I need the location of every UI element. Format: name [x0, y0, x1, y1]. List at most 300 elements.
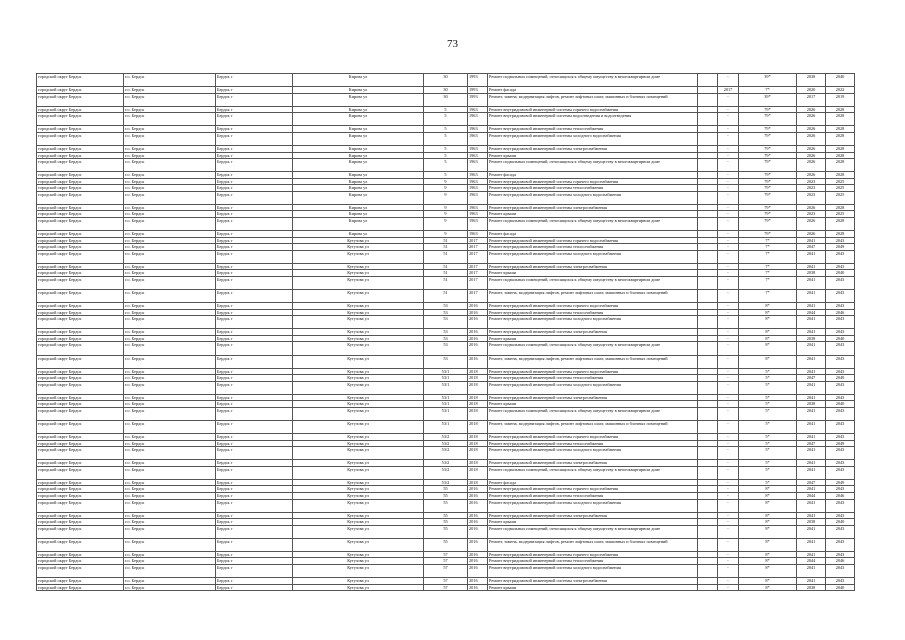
table-cell: - [718, 558, 739, 565]
table-cell: Кирова ул [293, 218, 424, 231]
table-cell: городской округ Бердск [37, 466, 124, 479]
table-cell: 2028 [826, 106, 855, 113]
table-cell: Кирова ул [293, 191, 424, 204]
table-cell: городской округ Бердск [37, 447, 124, 460]
table-cell [698, 420, 718, 433]
table-cell: Ремонт крыши [488, 335, 698, 342]
table-cell: городской округ Бердск [37, 407, 124, 420]
table-cell: 53 [424, 329, 468, 336]
table-cell: 2017 [468, 270, 488, 277]
table-cell: г.о. Бердск [124, 368, 216, 375]
table-cell: 51 [424, 290, 468, 303]
table-cell: 2016 [468, 565, 488, 578]
table-cell [698, 407, 718, 420]
table-cell: 2016 [468, 519, 488, 526]
table-cell: Кирова ул [293, 87, 424, 94]
table-row [37, 191, 855, 204]
table-cell: Кирова ул [293, 159, 424, 172]
table-cell: Бердск г [216, 368, 293, 375]
table-cell: Бердск г [216, 244, 293, 251]
table-cell: 2028 [826, 126, 855, 133]
table-cell [698, 538, 718, 551]
table-cell: Кутузова ул [293, 375, 424, 382]
table-cell: 2044 [797, 309, 826, 316]
table-cell: 7* [739, 290, 797, 303]
table-cell: 2023 [797, 191, 826, 204]
table-cell: 2016 [468, 493, 488, 500]
table-cell: Бердск г [216, 499, 293, 512]
table-cell: 2043 [826, 316, 855, 329]
table-cell: 2038 [797, 401, 826, 408]
table-cell: 79* [739, 218, 797, 231]
table-cell: - [718, 440, 739, 447]
table-cell: Ремонт внутридомовой инженерной системы холодного водоснабжения [488, 316, 698, 329]
table-cell [698, 342, 718, 355]
table-cell: Бердск г [216, 342, 293, 355]
table-cell: Кирова ул [293, 172, 424, 179]
table-cell: Бердск г [216, 493, 293, 500]
table-cell: 79* [739, 211, 797, 218]
table-cell: городской округ Бердск [37, 355, 124, 368]
table-cell: 1963 [468, 152, 488, 159]
table-cell: Кирова ул [293, 185, 424, 192]
table-cell: Бердск г [216, 394, 293, 401]
table-cell: 2043 [826, 466, 855, 479]
table-cell: 9 [424, 185, 468, 192]
table-cell: - [718, 244, 739, 251]
table-cell: 2047 [797, 479, 826, 486]
table-cell: 5* [739, 466, 797, 479]
table-cell: 2019 [826, 93, 855, 106]
table-cell: 79* [739, 191, 797, 204]
table-cell: 2043 [826, 434, 855, 441]
table-cell: 2040 [826, 519, 855, 526]
table-cell: городской округ Бердск [37, 565, 124, 578]
table-cell: - [718, 303, 739, 310]
table-cell: Кутузова ул [293, 303, 424, 310]
table-cell: 1963 [468, 106, 488, 113]
table-cell: 9 [424, 178, 468, 185]
table-cell: городской округ Бердск [37, 250, 124, 263]
table-cell: Кирова ул [293, 231, 424, 238]
table-cell: 9 [424, 204, 468, 211]
table-row [37, 525, 855, 538]
table-cell: - [718, 250, 739, 263]
table-cell: 2028 [826, 218, 855, 231]
table-cell: Ремонт внутридомовой инженерной системы горячего водоснабжения [488, 178, 698, 185]
table-cell: г.о. Бердск [124, 113, 216, 126]
table-cell: Ремонт внутридомовой инженерной системы электроснабжения [488, 512, 698, 519]
table-cell: Бердск г [216, 211, 293, 218]
table-cell: городской округ Бердск [37, 172, 124, 179]
table-cell [698, 525, 718, 538]
table-cell: г.о. Бердск [124, 525, 216, 538]
table-cell: г.о. Бердск [124, 558, 216, 565]
table-cell: Кутузова ул [293, 493, 424, 500]
table-cell: 1993 [468, 74, 488, 87]
table-cell: Кутузова ул [293, 460, 424, 467]
table-cell: 8* [739, 525, 797, 538]
table-cell: Кутузова ул [293, 434, 424, 441]
table-cell: г.о. Бердск [124, 126, 216, 133]
table-cell: г.о. Бердск [124, 479, 216, 486]
table-cell: 1963 [468, 178, 488, 185]
table-cell: городской округ Бердск [37, 74, 124, 87]
table-cell: 2043 [826, 565, 855, 578]
table-cell: Ремонт внутридомовой инженерной системы теплоснабжения [488, 493, 698, 500]
table-cell: 2043 [826, 512, 855, 519]
table-cell: г.о. Бердск [124, 172, 216, 179]
table-cell: г.о. Бердск [124, 159, 216, 172]
table-cell: Ремонт внутридомовой инженерной системы холодного водоснабжения [488, 447, 698, 460]
table-cell: г.о. Бердск [124, 276, 216, 289]
table-cell: 30 [424, 93, 468, 106]
table-cell: 2028 [826, 159, 855, 172]
table-cell: 5* [739, 420, 797, 433]
table-cell: Ремонт внутридомовой инженерной системы горячего водоснабжения [488, 303, 698, 310]
table-cell: Кирова ул [293, 152, 424, 159]
page-number: 73 [447, 38, 458, 50]
table-cell: 8* [739, 309, 797, 316]
table-cell: Ремонт внутридомовой инженерной системы холодного водоснабжения [488, 132, 698, 145]
table-cell: 2049 [826, 440, 855, 447]
table-cell [698, 565, 718, 578]
table-cell: 55 [424, 519, 468, 526]
table-cell: Бердск г [216, 250, 293, 263]
table-cell: 5* [739, 368, 797, 375]
table-cell: 2041 [797, 407, 826, 420]
table-cell: Ремонт внутридомовой инженерной системы теплоснабжения [488, 244, 698, 251]
table-cell: Кутузова ул [293, 525, 424, 538]
table-cell: 2043 [826, 525, 855, 538]
table-cell: - [718, 538, 739, 551]
table-cell: 2018 [468, 447, 488, 460]
table-cell: городской округ Бердск [37, 126, 124, 133]
table-cell: 8* [739, 551, 797, 558]
table-cell: 30 [424, 74, 468, 87]
table-cell: 55 [424, 499, 468, 512]
table-cell: 79* [739, 106, 797, 113]
table-cell: 79* [739, 185, 797, 192]
table-cell: г.о. Бердск [124, 191, 216, 204]
table-cell: 53/1 [424, 420, 468, 433]
table-cell: - [718, 106, 739, 113]
table-cell: 2025 [826, 191, 855, 204]
table-cell: Ремонт внутридомовой инженерной системы горячего водоснабжения [488, 486, 698, 493]
table-cell: г.о. Бердск [124, 420, 216, 433]
table-cell: Бердск г [216, 132, 293, 145]
table-cell: г.о. Бердск [124, 211, 216, 218]
table-cell: г.о. Бердск [124, 152, 216, 159]
table-cell: 53 [424, 303, 468, 310]
table-cell: Бердск г [216, 309, 293, 316]
table-cell: - [718, 355, 739, 368]
table-cell: 1963 [468, 159, 488, 172]
table-cell [698, 132, 718, 145]
table-cell: г.о. Бердск [124, 309, 216, 316]
table-cell: г.о. Бердск [124, 263, 216, 270]
table-cell: 2017 [468, 237, 488, 244]
table-cell: Кутузова ул [293, 244, 424, 251]
table-cell: - [718, 525, 739, 538]
table-cell: 39* [739, 93, 797, 106]
table-cell: 2023 [797, 211, 826, 218]
table-cell: 2038 [797, 270, 826, 277]
table-cell: городской округ Бердск [37, 93, 124, 106]
table-cell: г.о. Бердск [124, 178, 216, 185]
table-cell: - [718, 342, 739, 355]
table-cell: Кутузова ул [293, 420, 424, 433]
table-cell: 2038 [797, 584, 826, 591]
table-cell: 53 [424, 355, 468, 368]
table-cell: 2041 [797, 565, 826, 578]
table-cell: 2018 [468, 401, 488, 408]
table-cell: 2041 [797, 578, 826, 585]
table-cell: 53 [424, 309, 468, 316]
table-cell: г.о. Бердск [124, 493, 216, 500]
table-cell: Бердск г [216, 185, 293, 192]
table-cell: г.о. Бердск [124, 335, 216, 342]
table-cell: 5 [424, 146, 468, 153]
table-cell [698, 74, 718, 87]
table-row [37, 276, 855, 289]
table-row [37, 355, 855, 368]
table-body [37, 74, 855, 591]
table-cell [698, 290, 718, 303]
table-cell: Кутузова ул [293, 486, 424, 493]
table-cell: 2038 [797, 519, 826, 526]
table-row [37, 466, 855, 479]
table-cell: 79* [739, 178, 797, 185]
table-cell: городской округ Бердск [37, 394, 124, 401]
table-cell: 55 [424, 512, 468, 519]
table-cell: Кутузова ул [293, 250, 424, 263]
table-cell: Бердск г [216, 204, 293, 211]
table-cell: городской округ Бердск [37, 420, 124, 433]
table-cell: г.о. Бердск [124, 303, 216, 310]
table-cell: 2043 [826, 329, 855, 336]
table-row [37, 218, 855, 231]
table-cell: 2041 [797, 290, 826, 303]
table-cell: 2041 [797, 512, 826, 519]
table-cell: городской округ Бердск [37, 132, 124, 145]
table-cell: Бердск г [216, 172, 293, 179]
table-cell: Ремонт крыши [488, 584, 698, 591]
table-cell: Ремонт внутридомовой инженерной системы электроснабжения [488, 146, 698, 153]
table-cell: г.о. Бердск [124, 342, 216, 355]
table-cell: Бердск г [216, 447, 293, 460]
table-cell: - [718, 375, 739, 382]
table-cell: 2026 [797, 218, 826, 231]
table-cell: 55 [424, 538, 468, 551]
table-cell: 2016 [468, 316, 488, 329]
table-cell: 5* [739, 407, 797, 420]
table-cell: - [718, 309, 739, 316]
table-cell: 51 [424, 237, 468, 244]
table-cell: Бердск г [216, 565, 293, 578]
table-cell: - [718, 447, 739, 460]
table-cell: 2017 [468, 290, 488, 303]
table-cell: городской округ Бердск [37, 106, 124, 113]
table-cell: Бердск г [216, 218, 293, 231]
table-cell: 2043 [826, 578, 855, 585]
table-cell: городской округ Бердск [37, 375, 124, 382]
table-cell: городской округ Бердск [37, 460, 124, 467]
table-row [37, 74, 855, 87]
table-cell: - [718, 191, 739, 204]
table-cell: 2046 [826, 558, 855, 565]
table-cell: - [718, 93, 739, 106]
table-cell: 2041 [797, 538, 826, 551]
table-cell: 2026 [797, 146, 826, 153]
table-cell: 5* [739, 434, 797, 441]
table-cell: Кутузова ул [293, 519, 424, 526]
table-cell: г.о. Бердск [124, 375, 216, 382]
table-cell: 2041 [797, 381, 826, 394]
table-cell: - [718, 276, 739, 289]
table-cell: 2043 [826, 407, 855, 420]
table-cell: 2049 [826, 375, 855, 382]
table-cell: - [718, 394, 739, 401]
table-row [37, 381, 855, 394]
table-cell: Ремонт внутридомовой инженерной системы холодного водоснабжения [488, 565, 698, 578]
table-cell: Кутузова ул [293, 466, 424, 479]
table-cell: 53/1 [424, 407, 468, 420]
table-cell: Бердск г [216, 152, 293, 159]
table-cell: - [718, 316, 739, 329]
table-cell: г.о. Бердск [124, 486, 216, 493]
table-cell: 2018 [468, 394, 488, 401]
table-cell: 2016 [468, 525, 488, 538]
table-cell: 2016 [468, 335, 488, 342]
table-cell: г.о. Бердск [124, 584, 216, 591]
table-cell: 1963 [468, 218, 488, 231]
table-cell: 2041 [797, 499, 826, 512]
table-cell: г.о. Бердск [124, 460, 216, 467]
table-cell: - [718, 74, 739, 87]
table-cell [698, 191, 718, 204]
table-cell: - [718, 132, 739, 145]
table-cell: - [718, 499, 739, 512]
table-cell: 2047 [797, 375, 826, 382]
table-cell: 55 [424, 525, 468, 538]
table-cell: 79* [739, 231, 797, 238]
table-row [37, 584, 855, 591]
table-cell: Бердск г [216, 460, 293, 467]
table-cell: Бердск г [216, 316, 293, 329]
table-cell: 53 [424, 342, 468, 355]
table-cell: 2041 [797, 355, 826, 368]
table-cell: 7* [739, 250, 797, 263]
table-cell: г.о. Бердск [124, 447, 216, 460]
table-cell: - [718, 551, 739, 558]
table-cell: Кутузова ул [293, 316, 424, 329]
table-cell: Бердск г [216, 420, 293, 433]
table-cell: Бердск г [216, 178, 293, 185]
table-cell: городской округ Бердск [37, 231, 124, 238]
table-cell: 2016 [468, 486, 488, 493]
table-cell: г.о. Бердск [124, 244, 216, 251]
table-cell: 2043 [826, 538, 855, 551]
table-cell: 2041 [797, 486, 826, 493]
table-cell: - [718, 368, 739, 375]
table-cell: 53/2 [424, 466, 468, 479]
table-cell: г.о. Бердск [124, 551, 216, 558]
table-cell: 2016 [468, 558, 488, 565]
table-cell: 1963 [468, 211, 488, 218]
table-cell: 2016 [468, 499, 488, 512]
table-cell: 2018 [468, 407, 488, 420]
table-cell: городской округ Бердск [37, 113, 124, 126]
table-cell: Бердск г [216, 335, 293, 342]
table-cell: - [718, 466, 739, 479]
table-cell: 2043 [826, 290, 855, 303]
table-cell [698, 159, 718, 172]
table-cell: 53/2 [424, 479, 468, 486]
table-cell: 2025 [826, 211, 855, 218]
table-cell: - [718, 578, 739, 585]
table-cell: городской округ Бердск [37, 479, 124, 486]
table-cell: г.о. Бердск [124, 355, 216, 368]
table-cell: Бердск г [216, 93, 293, 106]
table-cell: городской округ Бердск [37, 270, 124, 277]
table-cell: Бердск г [216, 375, 293, 382]
table-cell: 2040 [826, 270, 855, 277]
table-cell [698, 93, 718, 106]
table-cell: Ремонт внутридомовой инженерной системы холодного водоснабжения [488, 381, 698, 394]
table-cell: г.о. Бердск [124, 132, 216, 145]
table-cell: г.о. Бердск [124, 87, 216, 94]
table-cell: Кутузова ул [293, 578, 424, 585]
table-cell: Ремонт фасада [488, 479, 698, 486]
table-cell: 2026 [797, 106, 826, 113]
table-cell: Бердск г [216, 401, 293, 408]
table-cell: Кирова ул [293, 93, 424, 106]
table-cell: 2043 [826, 460, 855, 467]
table-cell: г.о. Бердск [124, 565, 216, 578]
table-cell: Бердск г [216, 578, 293, 585]
table-cell: городской округ Бердск [37, 87, 124, 94]
table-cell: 2043 [826, 303, 855, 310]
table-cell: Бердск г [216, 113, 293, 126]
table-cell: Ремонт внутридомовой инженерной системы холодного водоснабжения [488, 499, 698, 512]
table-cell: Ремонт внутридомовой инженерной системы теплоснабжения [488, 309, 698, 316]
table-cell: 51 [424, 276, 468, 289]
table-cell: городской округ Бердск [37, 211, 124, 218]
table-cell: 5* [739, 460, 797, 467]
table-cell: Бердск г [216, 538, 293, 551]
table-cell: 2041 [797, 551, 826, 558]
table-cell: Ремонт фасада [488, 87, 698, 94]
table-cell: Бердск г [216, 479, 293, 486]
table-cell: Бердск г [216, 237, 293, 244]
table-cell: 2044 [797, 558, 826, 565]
table-cell: Бердск г [216, 106, 293, 113]
table-cell: Ремонт внутридомовой инженерной системы электроснабжения [488, 329, 698, 336]
table-cell [698, 355, 718, 368]
table-cell: Бердск г [216, 191, 293, 204]
table-cell: городской округ Бердск [37, 303, 124, 310]
table-cell: городской округ Бердск [37, 519, 124, 526]
table-cell: 2016 [468, 303, 488, 310]
table-cell: 2028 [826, 231, 855, 238]
table-cell: г.о. Бердск [124, 407, 216, 420]
table-cell: Ремонт крыши [488, 211, 698, 218]
table-cell: г.о. Бердск [124, 381, 216, 394]
table-cell: - [718, 401, 739, 408]
table-cell: 1963 [468, 126, 488, 133]
table-cell: Бердск г [216, 519, 293, 526]
